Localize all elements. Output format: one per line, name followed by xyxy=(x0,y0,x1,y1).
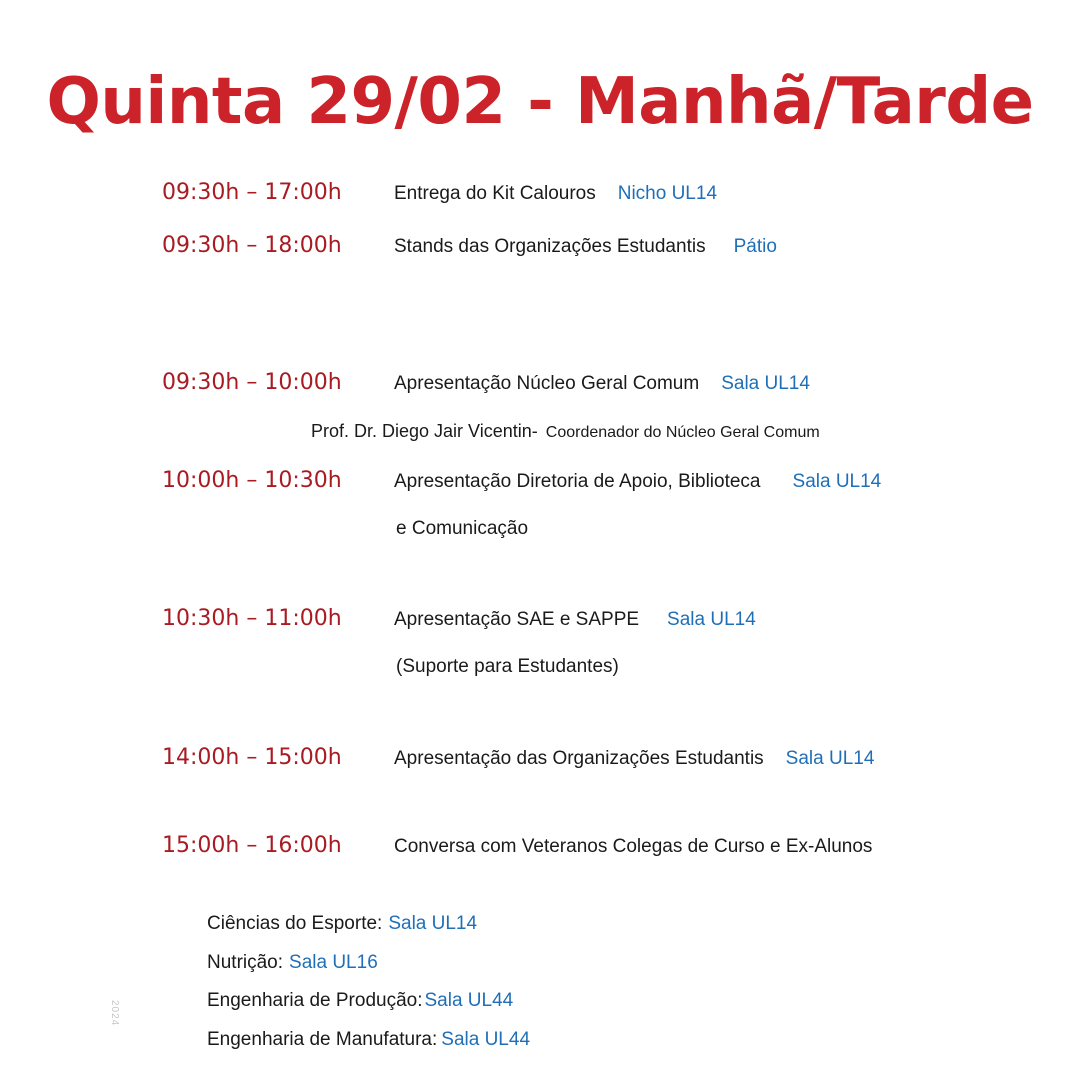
course-name: Engenharia de Produção: xyxy=(207,990,423,1011)
schedule-description-continued: (Suporte para Estudantes) xyxy=(396,656,619,677)
schedule-description-continued: e Comunicação xyxy=(396,518,529,539)
schedule-location: Pátio xyxy=(733,236,777,257)
schedule-location: Sala UL14 xyxy=(721,373,810,394)
schedule-location: Sala UL14 xyxy=(667,609,756,630)
schedule-row-stands xyxy=(162,233,777,258)
schedule-description: Stands das Organizações Estudantis xyxy=(394,236,706,257)
schedule-time: 09:30h – 17:00h xyxy=(162,180,342,205)
course-location: Sala UL44 xyxy=(424,990,514,1011)
course-location: Sala UL16 xyxy=(289,952,378,973)
schedule-row-veteranos xyxy=(162,833,872,858)
schedule-time: 14:00h – 15:00h xyxy=(162,745,342,770)
schedule-row-sae xyxy=(162,606,756,631)
side-watermark-text: 2024 xyxy=(109,1000,120,1027)
course-location: Sala UL44 xyxy=(441,1029,531,1050)
speaker-name: Prof. Dr. Diego Jair Vicentin- xyxy=(311,421,538,441)
schedule-description: Apresentação das Organizações Estudantis xyxy=(394,748,764,769)
schedule-time: 10:30h – 11:00h xyxy=(162,606,342,631)
course-item xyxy=(207,952,378,974)
schedule-description: Conversa com Veteranos Colegas de Curso e Ex-Alunos xyxy=(394,836,873,857)
schedule-time: 15:00h – 16:00h xyxy=(162,833,342,858)
schedule-row-kit xyxy=(162,180,717,205)
course-name: Engenharia de Manufatura: xyxy=(207,1029,438,1050)
course-location: Sala UL14 xyxy=(388,913,478,934)
schedule-time: 10:00h – 10:30h xyxy=(162,468,342,493)
schedule-description: Apresentação SAE e SAPPE xyxy=(394,609,640,630)
schedule-location: Sala UL14 xyxy=(792,471,882,492)
schedule-description: Entrega do Kit Calouros xyxy=(394,183,596,204)
schedule-row-ngc xyxy=(162,370,810,395)
course-item xyxy=(207,990,513,1012)
course-item xyxy=(207,1029,530,1051)
schedule-location: Sala UL14 xyxy=(785,748,875,769)
schedule-description: Apresentação Diretoria de Apoio, Biblioteca xyxy=(394,471,761,492)
schedule-description: Apresentação Núcleo Geral Comum xyxy=(394,373,700,394)
speaker-line xyxy=(311,421,820,442)
schedule-row-diretoria xyxy=(162,468,881,493)
page-title: Quinta 29/02 - Manhã/Tarde xyxy=(46,65,1034,139)
course-name: Nutrição: xyxy=(207,952,284,973)
schedule-time: 09:30h – 18:00h xyxy=(162,233,342,258)
speaker-role: Coordenador do Núcleo Geral Comum xyxy=(545,424,820,441)
course-name: Ciências do Esporte: xyxy=(207,913,383,934)
schedule-time: 09:30h – 10:00h xyxy=(162,370,342,395)
schedule-row-organizacoes xyxy=(162,745,874,770)
schedule-location: Nicho UL14 xyxy=(617,183,718,204)
course-item xyxy=(207,913,477,935)
